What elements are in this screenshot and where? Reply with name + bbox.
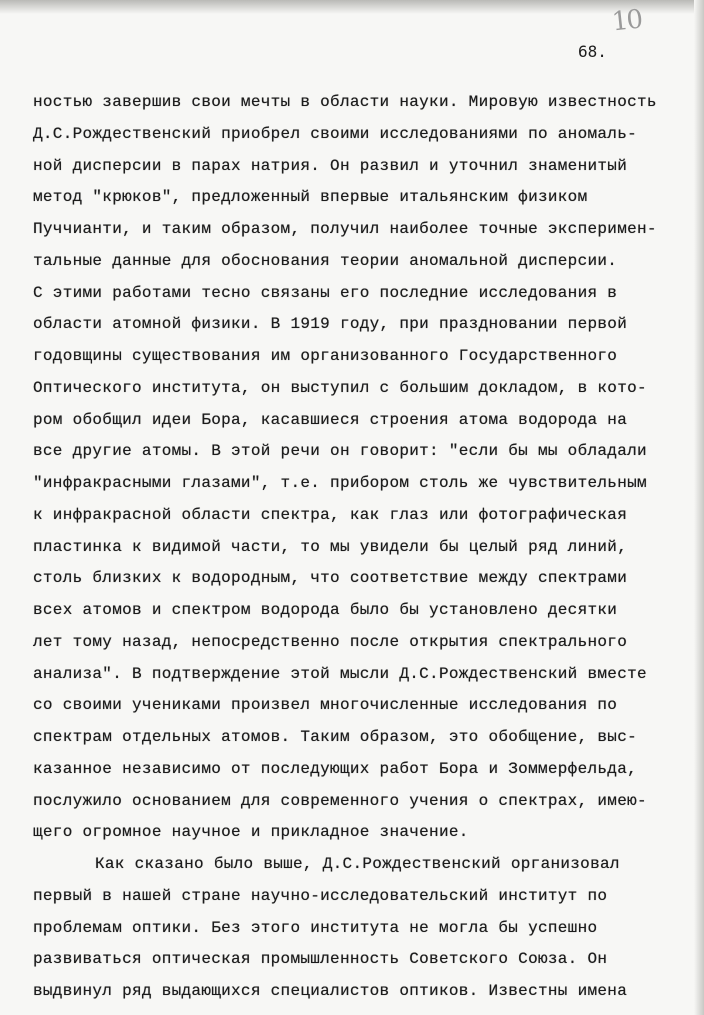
text-line: столь близких к водородным, что соответствие между спектрами [33, 569, 628, 588]
text-line: все другие атомы. В этой речи он говорит: "если бы мы обладали [33, 442, 647, 461]
handwritten-sheet-number: 10 [610, 4, 643, 38]
text-line: С этими работами тесно связаны его последние исследования в [33, 283, 618, 302]
text-line: ностью завершив свои мечты в области науки. Мировую известность [33, 93, 657, 111]
paragraph-first-line: Как сказано было выше, Д.С.Рождественский организовал [95, 855, 620, 873]
text-line: к инфракрасной области спектра, как глаз или фотографическая [33, 505, 628, 524]
text-line: выдвинул ряд выдающихся специалистов оптиков. Известны имена [33, 982, 628, 1000]
text-line: "инфракрасными глазами", т.е. прибором столь же чувствительным [33, 474, 647, 492]
text-line: тальные данные для обоснования теории аномальной дисперсии. [33, 251, 618, 270]
text-line: годовщины существования им организованного Государственного [33, 347, 618, 365]
text-line: первый в нашей стране научно-исследовательский институт по [33, 886, 608, 905]
page-number: 68. [578, 42, 607, 61]
text-line: казанное независимо от последующих работ Бора и Зоммерфельда, [33, 759, 637, 778]
text-line: ром обобщил идеи Бора, касавшиеся строения атома водорода на [33, 410, 628, 429]
text-line: щего огромное научное и прикладное значение. [33, 823, 469, 842]
text-line: проблемам оптики. Без этого института не могла бы успешно [33, 918, 598, 937]
text-line: Пуччианти, и таким образом, получил наиболее точные эксперимен- [33, 220, 657, 238]
typed-body-text [33, 87, 693, 1008]
text-line: послужило основанием для современного учения о спектрах, имею- [33, 791, 647, 810]
text-line: анализа". В подтверждение этой мысли Д.С.Рождественский вместе [33, 664, 647, 683]
text-line: развиваться оптическая промышленность Советского Союза. Он [33, 950, 608, 969]
scan-top-edge [0, 0, 704, 14]
text-line: ной дисперсии в парах натрия. Он развил и уточнил знаменитый [33, 156, 628, 175]
text-line: метод "крюков", предложенный впервые итальянским физиком [33, 188, 588, 207]
text-line: Оптического института, он выступил с большим докладом, в кото- [33, 378, 647, 397]
scan-right-edge [694, 0, 704, 1015]
text-line: спектрам отдельных атомов. Таким образом, это обобщение, выс- [33, 728, 637, 746]
text-line: со своими учениками произвел многочисленные исследования по [33, 696, 618, 715]
text-line: пластинка к видимой части, то мы увидели бы целый ряд линий, [33, 537, 628, 556]
text-line: всех атомов и спектром водорода было бы установлено десятки [33, 601, 618, 619]
text-line: Д.С.Рождественский приобрел своими исследованиями по аномаль- [33, 124, 637, 143]
text-line: области атомной физики. В 1919 году, при праздновании первой [33, 315, 628, 334]
text-line: лет тому назад, непосредственно после открытия спектрального [33, 632, 628, 651]
